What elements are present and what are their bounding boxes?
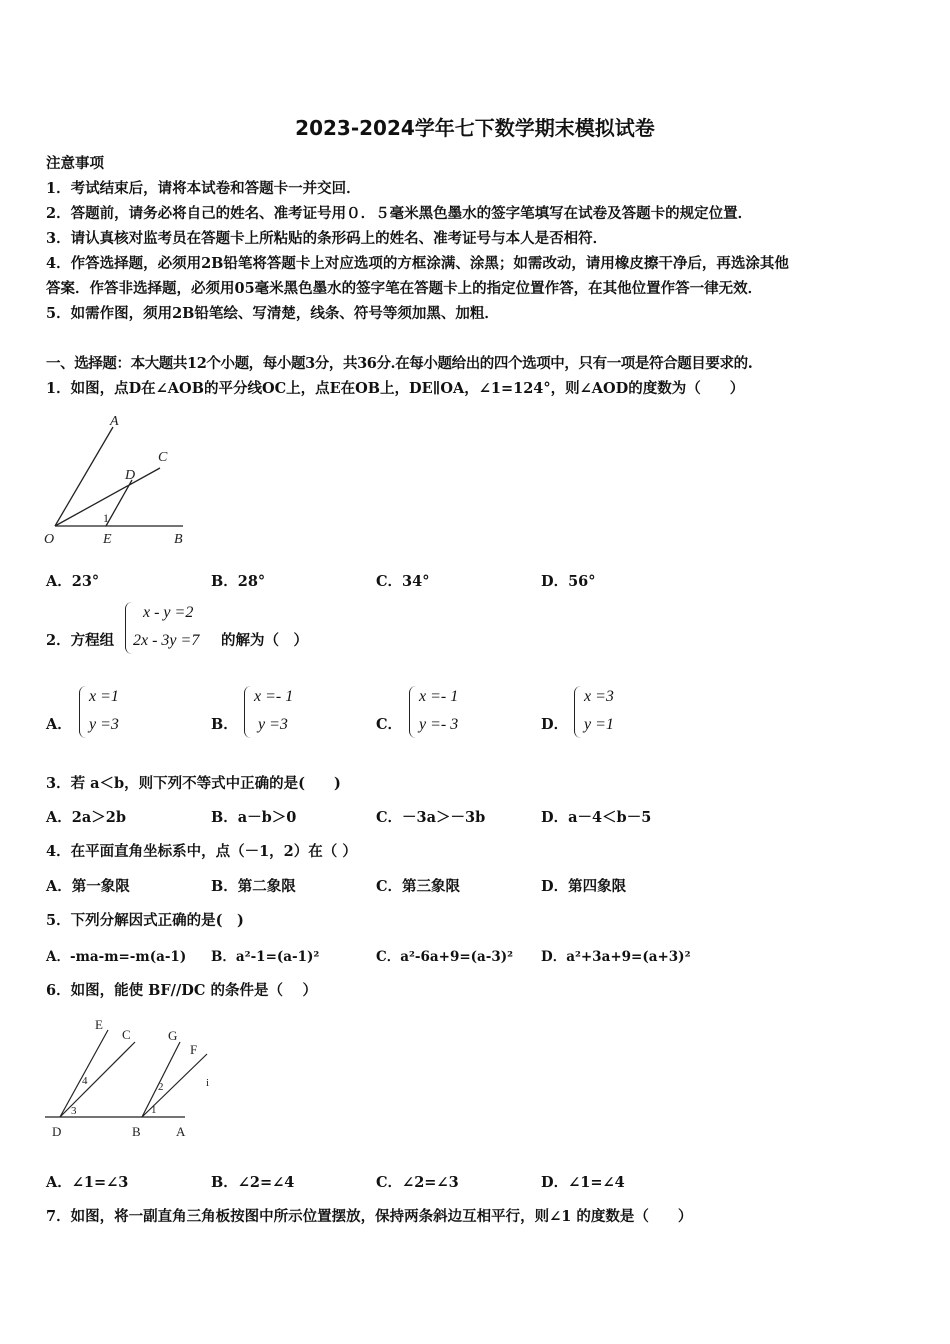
q6-label-angle1: 1: [151, 1104, 157, 1116]
q1-label-B: B: [174, 532, 183, 547]
q6-option-b[interactable]: B．∠2=∠4: [211, 1174, 295, 1191]
q7-stem: 7．如图，将一副直角三角板按图中所示位置摆放，保持两条斜边互相平行，则∠1 的度数是（ ）: [46, 1208, 693, 1225]
q6-stem: 6．如图，能使 BF//DC 的条件是（ ）: [46, 982, 317, 999]
q5-option-b[interactable]: B．a²-1=(a-1)²: [211, 949, 320, 965]
q1-label-O: O: [44, 532, 55, 547]
q1-stem: 1．如图，点D在∠AOB的平分线OC上，点E在OB上，DE∥OA，∠1=124°，则∠AOD的度数为（ ）: [46, 380, 745, 397]
q4-option-a[interactable]: A．第一象限: [46, 878, 130, 895]
q1-option-c[interactable]: C．34°: [376, 573, 430, 590]
q1-label-E: E: [103, 532, 112, 547]
notice-item: 5．如需作图，须用2B铅笔绘、写清楚，线条、符号等须加黑、加粗．: [46, 305, 499, 322]
q2-equation-2: 2x - 3y =7: [133, 632, 200, 649]
q2-option-a-row1: x =1: [89, 688, 119, 705]
q6-option-d[interactable]: D．∠1=∠4: [541, 1174, 625, 1191]
q2-option-a-row2: y =3: [89, 716, 119, 733]
q5-option-d[interactable]: D．a²+3a+9=(a+3)²: [541, 949, 691, 965]
q2-option-b-label: B．: [211, 716, 238, 733]
q6-label-G: G: [168, 1028, 178, 1043]
q1-option-b[interactable]: B．28°: [211, 573, 266, 590]
q6-label-angle2: 2: [158, 1081, 164, 1093]
q1-label-A: A: [110, 414, 119, 429]
q3-option-a[interactable]: A．2a＞2b: [46, 809, 126, 826]
q6-label-i: i: [206, 1077, 210, 1089]
q6-label-C: C: [122, 1027, 131, 1042]
q4-stem: 4．在平面直角坐标系中，点（－1，2）在（ ）: [46, 843, 357, 860]
q4-option-c[interactable]: C．第三象限: [376, 878, 461, 895]
q1-figure: [40, 405, 200, 550]
notice-item: 答案．作答非选择题，必须用05毫米黑色墨水的签字笔在答题卡上的指定位置作答，在其他位置作答一律无效．: [46, 280, 763, 297]
q1-label-D: D: [125, 468, 136, 483]
q6-option-c[interactable]: C．∠2=∠3: [376, 1174, 459, 1191]
q1-option-a[interactable]: A．23°: [46, 573, 100, 590]
section-heading: 一、选择题：本大题共12个小题，每小题3分，共36分.在每小题给出的四个选项中，只有一项是符合题目要求的.: [46, 355, 753, 372]
q2-equation-system: [125, 602, 220, 654]
q4-option-d[interactable]: D．第四象限: [541, 878, 627, 895]
q6-label-A: A: [176, 1124, 186, 1139]
q2-option-d-label: D．: [541, 716, 569, 733]
q2-option-d-row2: y =1: [584, 716, 614, 733]
notice-item: 2．答题前，请务必将自己的姓名、准考证号用０．５毫米黑色墨水的签字笔填写在试卷及答题卡的规定位置．: [46, 205, 753, 222]
q1-label-C: C: [158, 450, 168, 465]
notice-item: 3．请认真核对监考员在答题卡上所粘贴的条形码上的姓名、准考证号与本人是否相符．: [46, 230, 608, 247]
q6-label-D: D: [52, 1124, 62, 1139]
q6-figure: [40, 1012, 230, 1142]
notice-item: 1．考试结束后，请将本试卷和答题卡一并交回．: [46, 180, 361, 197]
q6-label-F: F: [190, 1042, 198, 1057]
q2-equation-1: x - y =2: [143, 604, 194, 621]
q2-stem-prefix: 2．方程组: [46, 632, 115, 649]
q6-label-angle3: 3: [71, 1105, 77, 1117]
q2-stem-suffix: 的解为（ ）: [221, 632, 308, 649]
q2-option-d-row1: x =3: [584, 688, 614, 705]
q5-option-c[interactable]: C．a²-6a+9=(a-3)²: [376, 949, 514, 965]
q5-option-a[interactable]: A．-ma-m=-m(a-1): [46, 949, 187, 965]
q1-label-angle1: 1: [103, 511, 109, 525]
q3-option-c[interactable]: C．－3a＞－3b: [376, 809, 486, 826]
q3-stem: 3．若 a＜b，则下列不等式中正确的是( ): [46, 775, 341, 792]
q2-option-a-label: A．: [46, 716, 72, 733]
notice-heading: 注意事项: [46, 155, 104, 172]
notice-item: 4．作答选择题，必须用2B铅笔将答题卡上对应选项的方框涂满、涂黑；如需改动，请用橡皮擦干净后，再选涂其他: [46, 255, 789, 272]
q6-label-angle4: 4: [82, 1075, 88, 1087]
q1-option-d[interactable]: D．56°: [541, 573, 596, 590]
q2-option-c-label: C．: [376, 716, 403, 733]
page-title: 2023-2024学年七下数学期末模拟试卷: [295, 116, 655, 140]
q2-option-c-row2: y =- 3: [419, 716, 459, 733]
q2-option-c-row1: x =- 1: [419, 688, 459, 705]
q6-label-E: E: [95, 1017, 103, 1032]
q3-option-d[interactable]: D．a－4＜b－5: [541, 809, 652, 826]
q3-option-b[interactable]: B．a－b＞0: [211, 809, 297, 826]
q6-label-B: B: [132, 1124, 141, 1139]
q2-option-b-row1: x =- 1: [254, 688, 294, 705]
q4-option-b[interactable]: B．第二象限: [211, 878, 296, 895]
q6-option-a[interactable]: A．∠1=∠3: [46, 1174, 129, 1191]
q5-stem: 5．下列分解因式正确的是( ): [46, 912, 244, 929]
q2-option-b-row2: y =3: [258, 716, 288, 733]
